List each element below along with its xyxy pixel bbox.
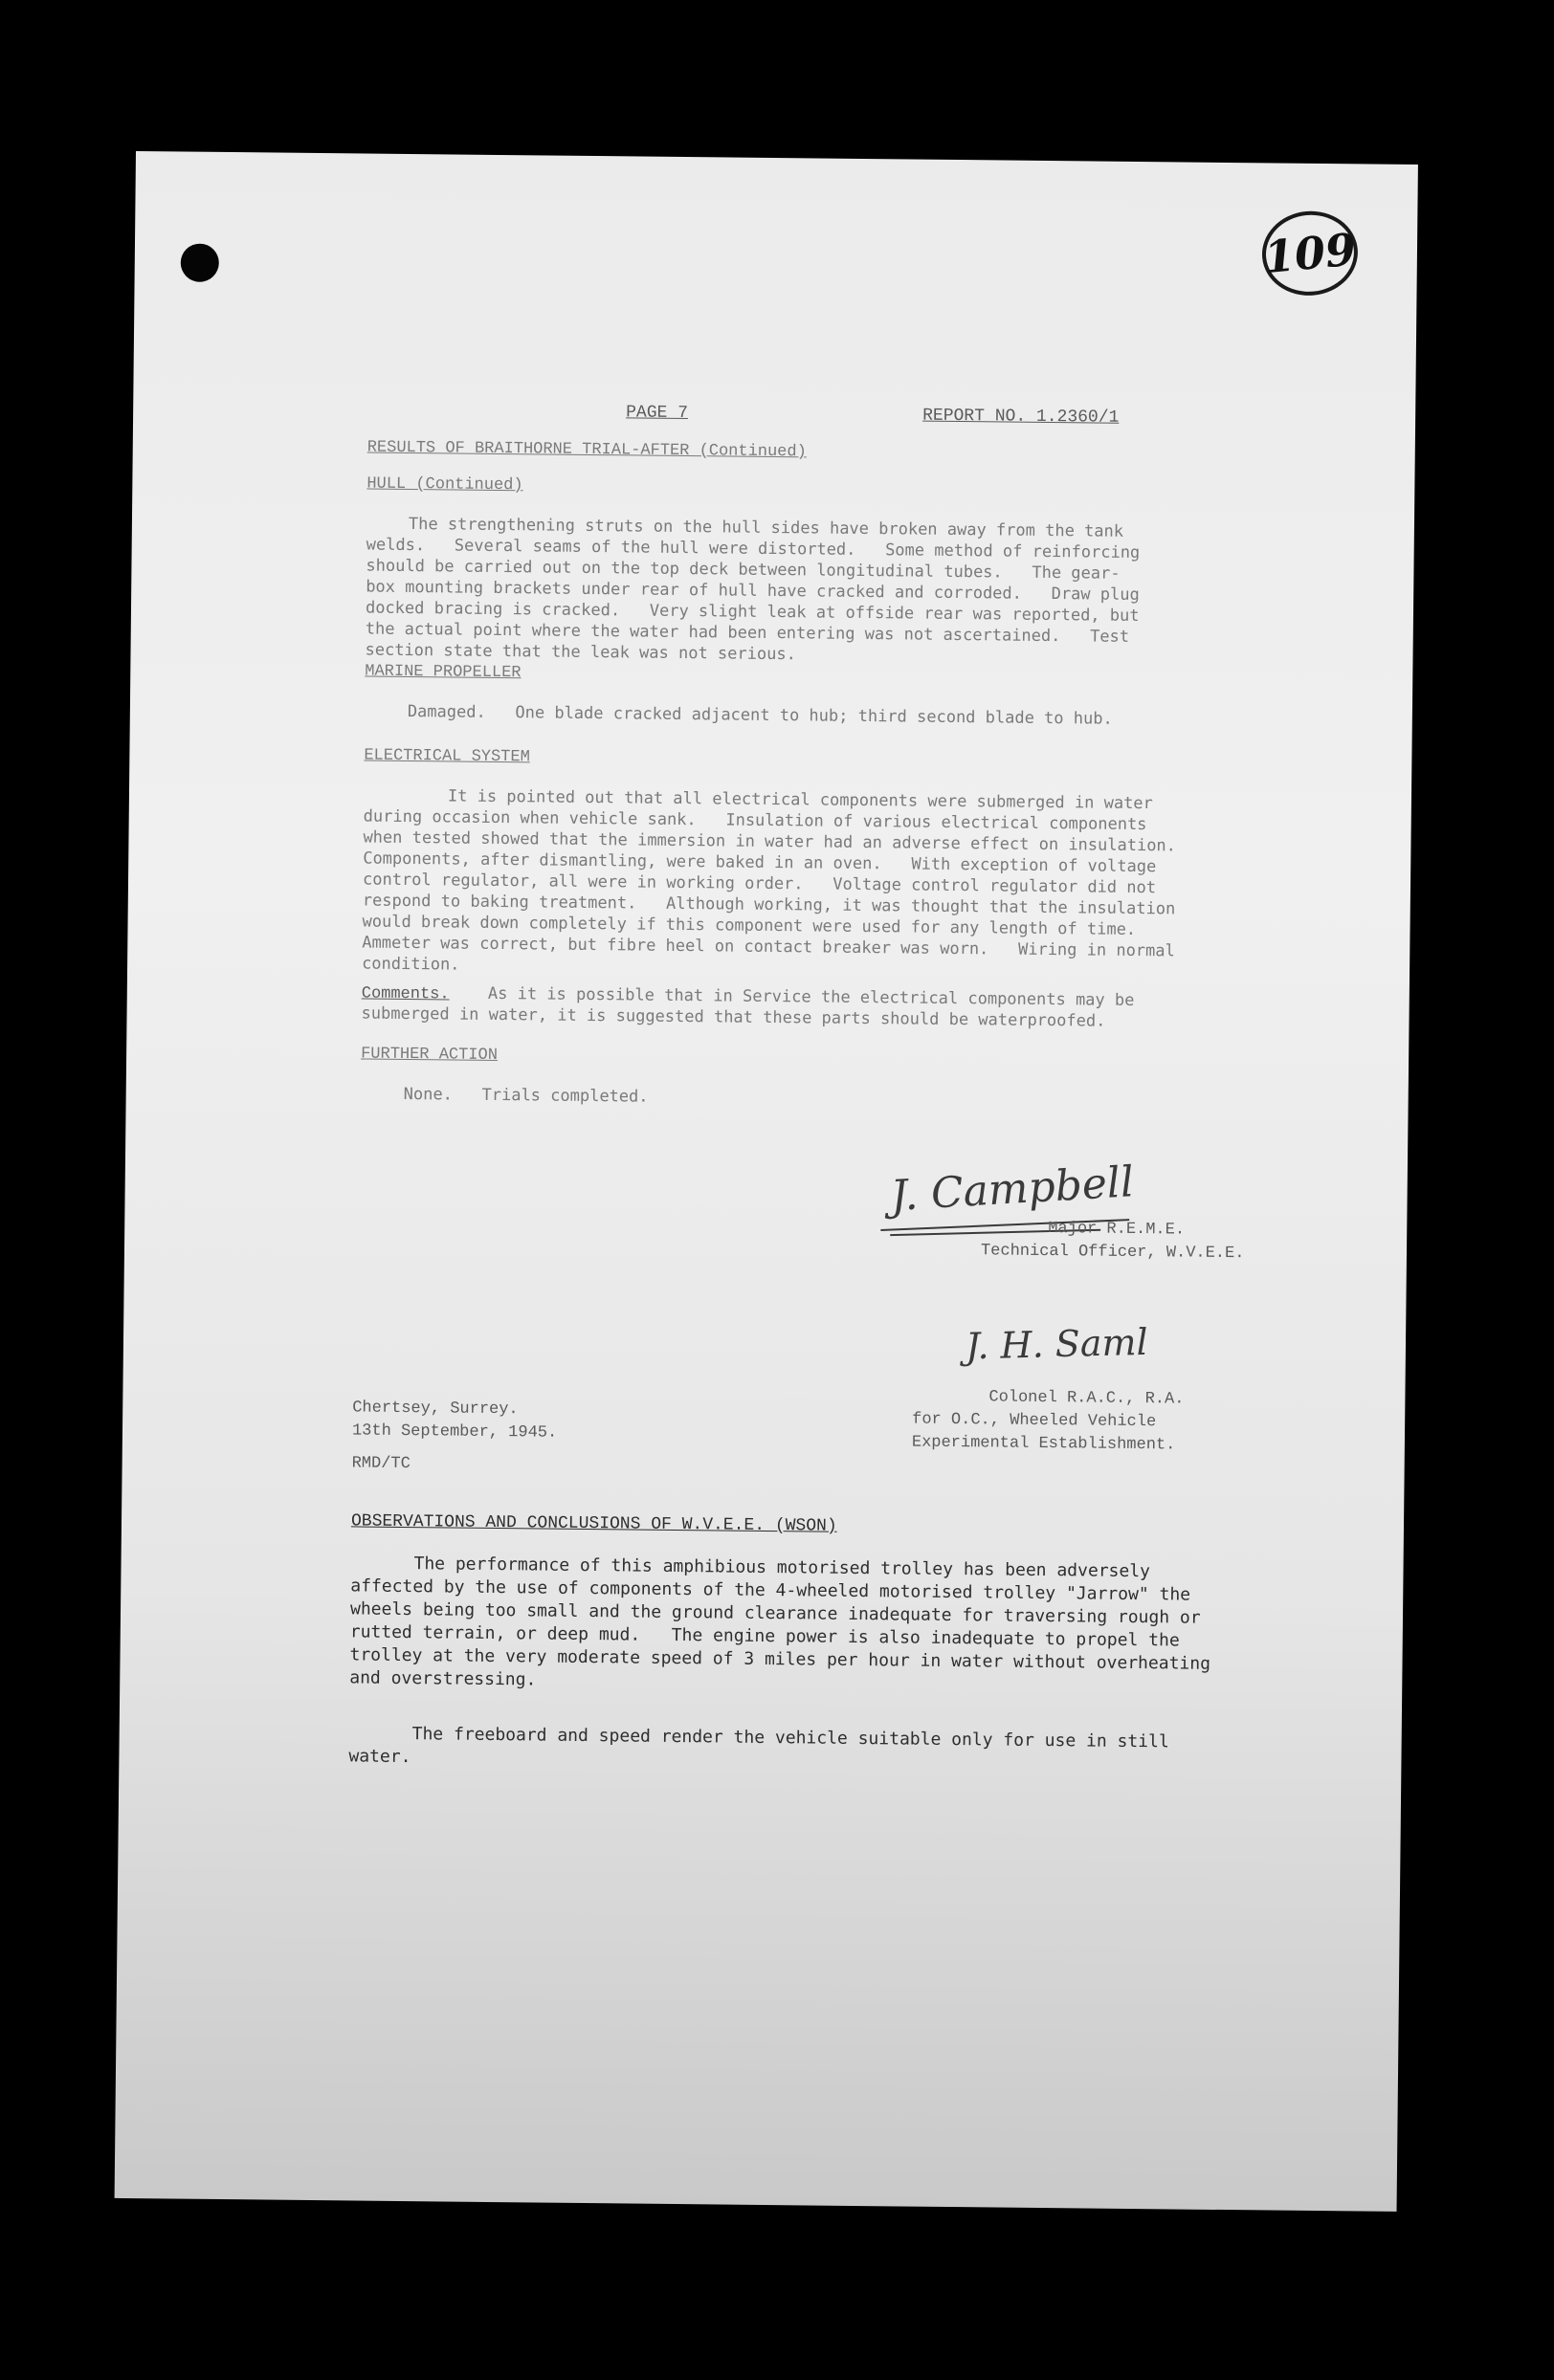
- further-action-paragraph: None. Trials completed.: [403, 1084, 649, 1107]
- punch-hole: [181, 243, 219, 281]
- address-initials: RMD/TC: [351, 1454, 411, 1474]
- document-page: [115, 151, 1418, 2212]
- address-block: [352, 1397, 558, 1477]
- comments-label: Comments.: [361, 984, 450, 1004]
- marine-propeller-heading: MARINE PROPELLER: [365, 662, 522, 683]
- folio-number: 109: [1261, 223, 1359, 284]
- signature-1-rank: Major R.E.M.E.: [1048, 1220, 1186, 1240]
- folio-number-stamp: [1258, 207, 1362, 299]
- comments-paragraph: As it is possible that in Service the electrical components may be submerged in water, it is suggested that these parts should be waterproofed.: [361, 983, 1135, 1031]
- further-action-heading: FURTHER ACTION: [361, 1045, 499, 1066]
- address-date: 13th September, 1945.: [351, 1421, 558, 1443]
- hull-paragraph: The strengthening struts on the hull sides have broken away from the tank welds. Several seams of the hull were distorted. Some method of reinforcing should be carried out on the top deck between longitudinal tubes. The gear- box mounting brackets under rear of hull have cracked and corroded. Draw plug docked bracing is cracked. Very slight leak at offside rear was reported, but the actual point where the water had been entering was not ascertained. Test section state that the leak was not serious.: [365, 515, 1141, 665]
- signature-2-title: [912, 1386, 1185, 1458]
- observations-paragraph-2: The freeboard and speed render the vehicle suitable only for use in still water.: [348, 1724, 1169, 1768]
- hull-heading: HULL (Continued): [366, 474, 523, 496]
- signature-1-position: Technical Officer, W.V.E.E.: [980, 1242, 1245, 1264]
- comments-block: [361, 982, 1432, 1036]
- signature-1-scrawl: J. Campbell: [889, 1157, 1136, 1222]
- signature-2-establishment: Experimental Establishment.: [911, 1433, 1176, 1455]
- page-number: PAGE 7: [626, 403, 689, 424]
- observations-heading: OBSERVATIONS AND CONCLUSIONS OF W.V.E.E. (WSON): [350, 1511, 837, 1536]
- electrical-system-heading: ELECTRICAL SYSTEM: [364, 746, 530, 767]
- address-place: Chertsey, Surrey.: [352, 1399, 519, 1420]
- report-number: REPORT NO. 1.2360/1: [922, 406, 1120, 428]
- signature-2-scrawl: J. H. Saml: [965, 1320, 1149, 1368]
- section-title: RESULTS OF BRAITHORNE TRIAL-AFTER (Continued): [366, 438, 807, 462]
- signature-1-title: [981, 1217, 1245, 1266]
- electrical-system-paragraph: It is pointed out that all electrical components were submerged in water during occasion when vehicle sank. Insulation of various electrical components when tested showed that the immersion in water had an adverse effect on insulation. Components, after dismantling, were baked in an oven. With exception of voltage control regulator, all were in working order. Voltage control regulator did not respond to baking treatment. Although working, it was thought that the insulation would break down completely if this component were used for any length of time. Ammeter was correct, but fibre heel on contact breaker was worn. Wiring in normal condition.: [362, 786, 1177, 975]
- observations-paragraph-1: The performance of this amphibious motorised trolley has been adversely affected by the use of components of the 4-wheeled motorised trolley "Jarrow" the wheels being too small and the ground clearance inadequate for traversing rough or rutted terrain, or deep mud. The engine power is also inadequate to propel the trolley at the very moderate speed of 3 miles per hour in water without overheating and overstressing.: [349, 1554, 1211, 1690]
- signature-2-for: for O.C., Wheeled Vehicle: [912, 1410, 1157, 1432]
- marine-propeller-paragraph: Damaged. One blade cracked adjacent to hub; third second blade to hub.: [407, 702, 1113, 729]
- signature-2-rank: Colonel R.A.C., R.A.: [988, 1388, 1185, 1409]
